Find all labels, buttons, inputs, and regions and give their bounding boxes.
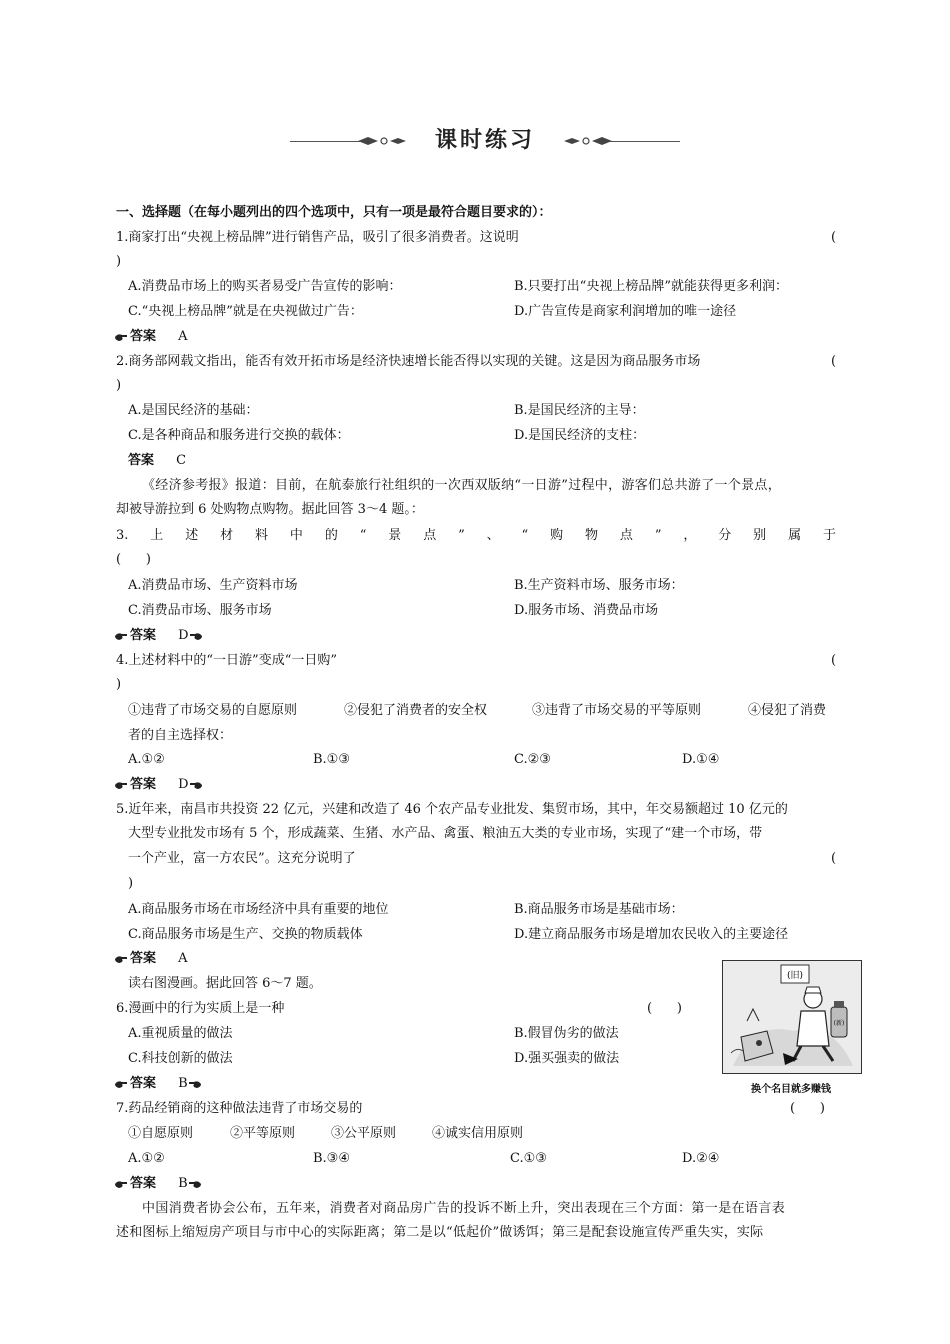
q6-answer — [114, 1074, 204, 1094]
answer-hand-icon — [114, 780, 128, 790]
answer-label: 答案 — [130, 1176, 157, 1191]
q7-item-3: ③公平原则 — [331, 1126, 397, 1141]
q4-stem: 4.上述材料中的“一日游”变成“一日购” — [116, 653, 337, 668]
q5-option-b: B.商品服务市场是基础市场： — [514, 902, 684, 917]
q5-option-a: A.商品服务市场在市场经济中具有重要的地位 — [128, 902, 389, 917]
answer-label: 答案 — [130, 628, 157, 643]
q4-option-a: A.①② — [128, 752, 165, 767]
q3-option-d: D.服务市场、消费品市场 — [514, 603, 659, 618]
q3-answer — [114, 626, 205, 646]
answer-hand-icon — [114, 631, 128, 641]
q4-answer-value: D — [178, 777, 189, 792]
q6-paren: ( ) — [647, 1001, 682, 1016]
cartoon-drawing — [723, 961, 861, 1073]
q6-option-a: A.重视质量的做法 — [128, 1026, 233, 1041]
q7-item-2: ②平等原则 — [230, 1126, 296, 1141]
q1-option-a: A.消费品市场上的购买者易受广告宣传的影响： — [128, 279, 402, 294]
q6-option-c: C.科技创新的做法 — [128, 1051, 233, 1066]
q5-option-d: D.建立商品服务市场是增加农民收入的主要途径 — [514, 927, 789, 942]
cartoon-bottle-text: (新) — [833, 1020, 845, 1027]
answer-hand-icon — [114, 1179, 128, 1189]
q1-option-c: C.“央视上榜品牌”就是在央视做过广告： — [128, 304, 363, 319]
cartoon-caption: 换个名目就多赚钱 — [751, 1084, 831, 1095]
q7-option-c: C.①③ — [510, 1151, 547, 1166]
q1-answer — [114, 327, 188, 347]
q5-line2: 大型专业批发市场有 5 个，形成蔬菜、生猪、水产品、禽蛋、粮油五大类的专业市场，实现了“建一个市场，带 — [128, 826, 763, 841]
q2-answer-value: C — [176, 453, 187, 468]
q7-paren: ( ) — [790, 1101, 825, 1116]
page-title: 课时练习 — [434, 128, 535, 153]
answer-hand-icon — [114, 954, 128, 964]
q3-option-c: C.消费品市场、服务市场 — [128, 603, 272, 618]
answer-hand-icon — [114, 1079, 128, 1089]
q2-stem: 2.商务部网载文指出，能否有效开拓市场是经济快速增长能否得以实现的关键。这是因为商品服务市场 — [116, 354, 701, 369]
passage1-line1: 《经济参考报》报道：目前，在航泰旅行社组织的一次西双版纳“一日游”过程中，游客们总共游了一个景点， — [142, 478, 781, 493]
q5-option-c: C.商品服务市场是生产、交换的物质载体 — [128, 927, 363, 942]
passage2: 读右图漫画。据此回答 6～7 题。 — [128, 976, 322, 991]
q4-item-1: ①违背了市场交易的自愿原则 — [128, 703, 298, 718]
cartoon-sign-text: (旧) — [786, 971, 804, 981]
q4-option-b: B.①③ — [313, 752, 350, 767]
q3-paren: ( ) — [116, 552, 151, 567]
q1-paren-close: ) — [116, 254, 122, 269]
title-banner — [290, 126, 680, 156]
q7-option-b: B.③④ — [313, 1151, 350, 1166]
q2-paren-open: ( — [831, 354, 837, 369]
q3-option-b: B.生产资料市场、服务市场： — [514, 578, 684, 593]
q7-option-d: D.②④ — [682, 1151, 720, 1166]
q2-option-c: C.是各种商品和服务进行交换的载体： — [128, 428, 350, 443]
q3-answer-value: D — [178, 628, 189, 643]
q7-answer-value: B — [178, 1176, 188, 1191]
q7-item-4: ④诚实信用原则 — [432, 1126, 524, 1141]
q3-stem: 3. 上 述 材 料 中 的 “ 景 点 ” 、 “ 购 物 点 ” ， 分 别 属 于 — [116, 528, 836, 543]
q4-option-d: D.①④ — [682, 752, 720, 767]
q1-option-b: B.只要打出“央视上榜品牌”就能获得更多利润： — [514, 279, 788, 294]
q2-paren-close: ) — [116, 378, 122, 393]
title-rule-left — [290, 141, 360, 142]
ornament-left-icon — [356, 135, 408, 147]
passage3-line1: 中国消费者协会公布，五年来，消费者对商品房广告的投诉不断上升，突出表现在三个方面：第一是在语言表 — [142, 1201, 786, 1216]
answer-hand-right-icon — [188, 1179, 202, 1189]
title-rule-right — [610, 141, 680, 142]
q5-paren-close: ) — [128, 876, 134, 891]
q2-answer — [128, 451, 186, 471]
answer-hand-icon — [114, 332, 128, 342]
section-header — [116, 203, 552, 223]
answer-hand-right-icon — [189, 631, 203, 641]
section-header-text: 一、选择题（在每小题列出的四个选项中，只有一项是最符合题目要求的）： — [116, 205, 552, 220]
passage1-line2: 却被导游拉到 6 处购物点购物。据此回答 3～4 题。： — [116, 502, 424, 517]
q2-option-a: A.是国民经济的基础： — [128, 403, 259, 418]
q1-paren-open: ( — [831, 230, 837, 245]
q6-answer-value: B — [178, 1076, 188, 1091]
cartoon-image — [722, 960, 862, 1074]
q2-option-d: D.是国民经济的支柱： — [514, 428, 646, 443]
passage3-line2: 述和图标上缩短房产项目与市中心的实际距离；第二是以“低起价”做诱饵；第三是配套设施宣传严重失实，实际 — [116, 1225, 764, 1240]
answer-label: 答案 — [128, 453, 155, 468]
q4-option-c: C.②③ — [514, 752, 551, 767]
answer-label: 答案 — [130, 951, 157, 966]
q5-paren-open: ( — [831, 851, 837, 866]
q1-stem: 1.商家打出“央视上榜品牌”进行销售产品，吸引了很多消费者。这说明 — [116, 230, 519, 245]
q4-item-4: ④侵犯了消费 — [748, 703, 827, 718]
q4-item-3: ③违背了市场交易的平等原则 — [532, 703, 702, 718]
answer-hand-right-icon — [188, 1079, 202, 1089]
q4-item-2: ②侵犯了消费者的安全权 — [344, 703, 488, 718]
q6-option-b: B.假冒伪劣的做法 — [514, 1026, 619, 1041]
q5-answer-value: A — [178, 951, 188, 966]
q7-option-a: A.①② — [128, 1151, 165, 1166]
q4-item-cont: 者的自主选择权： — [128, 728, 233, 743]
q7-item-1: ①自愿原则 — [128, 1126, 194, 1141]
q4-answer — [114, 775, 205, 795]
q5-line1: 5.近年来，南昌市共投资 22 亿元，兴建和改造了 46 个农产品专业批发、集贸市场，其中，年交易额超过 10 亿元的 — [116, 802, 788, 817]
answer-label: 答案 — [130, 1076, 157, 1091]
ornament-right-icon — [562, 135, 614, 147]
q4-paren-open: ( — [831, 653, 837, 668]
answer-label: 答案 — [130, 777, 157, 792]
q1-option-d: D.广告宣传是商家利润增加的唯一途径 — [514, 304, 737, 319]
q5-answer — [114, 949, 188, 969]
q1-answer-value: A — [178, 329, 188, 344]
q7-stem: 7.药品经销商的这种做法违背了市场交易的 — [116, 1101, 363, 1116]
answer-label: 答案 — [130, 329, 157, 344]
q5-line3: 一个产业，富一方农民”。这充分说明了 — [128, 851, 356, 866]
q6-stem: 6.漫画中的行为实质上是一种 — [116, 1001, 285, 1016]
q7-answer — [114, 1174, 204, 1194]
q4-paren-close: ) — [116, 677, 122, 692]
answer-hand-right-icon — [189, 780, 203, 790]
q2-option-b: B.是国民经济的主导： — [514, 403, 645, 418]
q3-option-a: A.消费品市场、生产资料市场 — [128, 578, 298, 593]
q6-option-d: D.强买强卖的做法 — [514, 1051, 620, 1066]
